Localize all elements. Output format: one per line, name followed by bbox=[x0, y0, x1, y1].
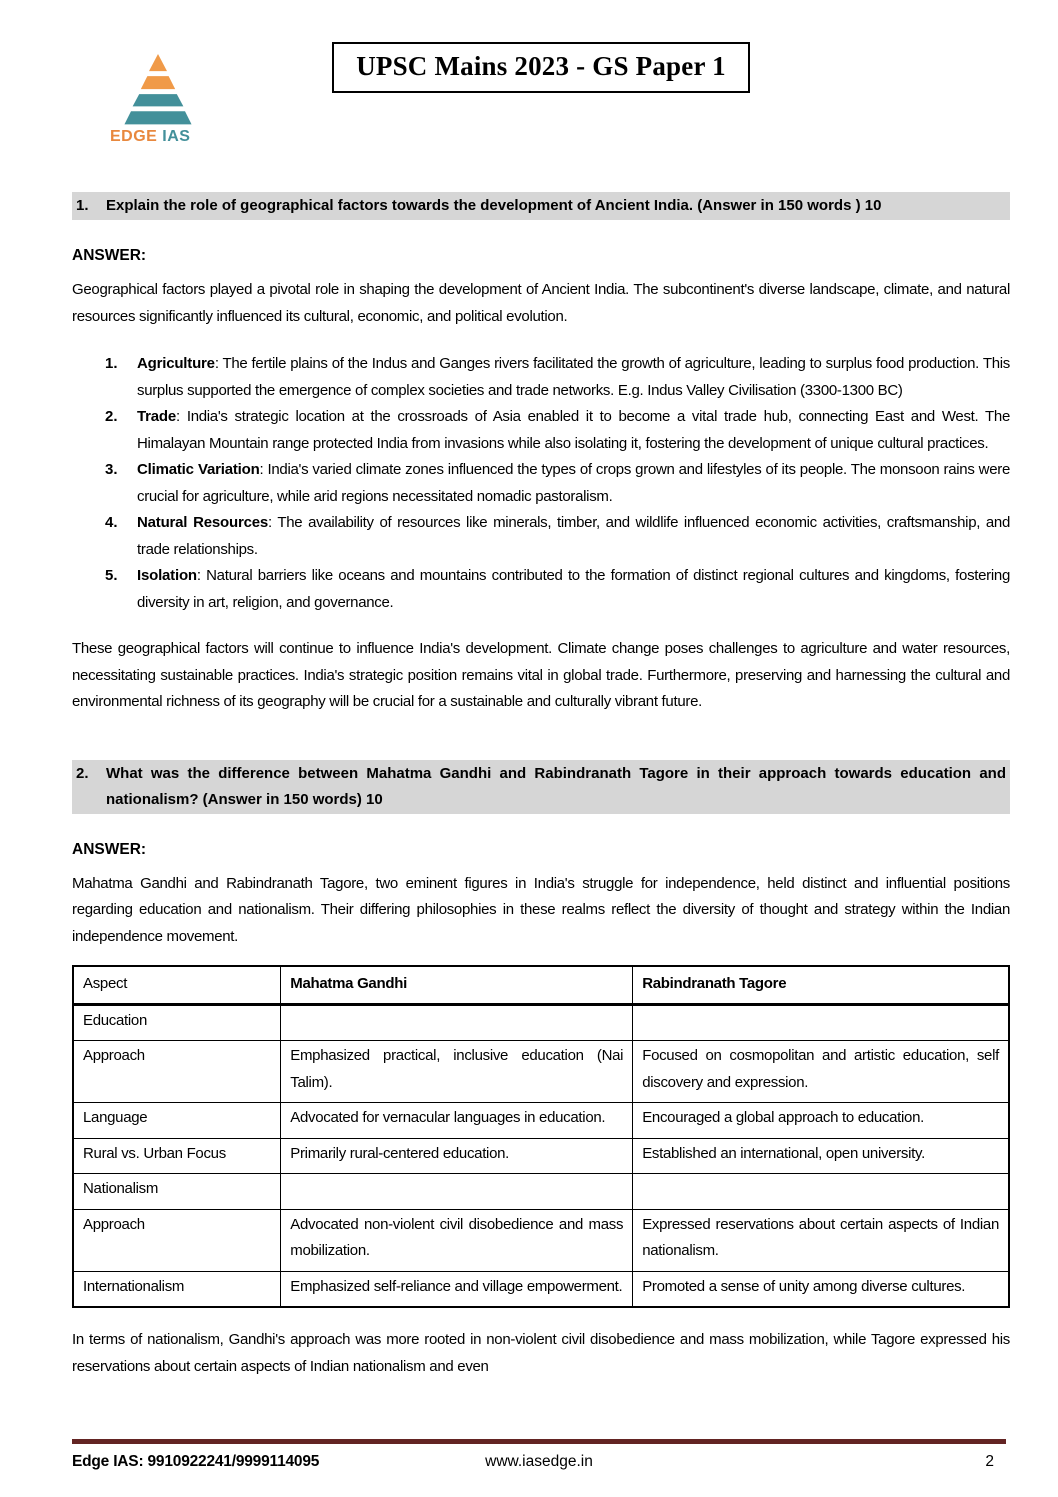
page-header bbox=[72, 42, 1010, 145]
point-text bbox=[137, 457, 1010, 510]
logo-ias: IAS bbox=[162, 128, 191, 145]
point-term: Trade bbox=[137, 408, 177, 425]
point-rest: : The availability of resources like minerals, timber, and wildlife influenced economic activities, craftsmanship, and trade relationships. bbox=[137, 514, 1010, 558]
point-text bbox=[137, 563, 1010, 616]
point-term: Agriculture bbox=[137, 355, 215, 372]
logo-text bbox=[110, 128, 220, 146]
cell-gandhi: Advocated for vernacular languages in education. bbox=[281, 1103, 633, 1139]
question-1-bar bbox=[72, 192, 1010, 220]
point-number: 5. bbox=[105, 567, 118, 584]
list-item bbox=[72, 457, 1010, 510]
list-item bbox=[72, 351, 1010, 404]
cell-aspect: Language bbox=[73, 1103, 281, 1139]
q1-intro-paragraph: Geographical factors played a pivotal role in shaping the development of Ancient India. The subcontinent's diverse landscape, climate, and natural resources significantly influenced its cultural, economic, and political evolution. bbox=[72, 281, 1010, 325]
table-row bbox=[73, 1209, 1009, 1271]
cell-aspect: Nationalism bbox=[73, 1174, 281, 1210]
question-2-text: What was the difference between Mahatma Gandhi and Rabindranath Tagore in their approach towards education and nationalism? (Answer in 150 words) 10 bbox=[106, 764, 1006, 808]
cell-aspect: Approach bbox=[73, 1209, 281, 1271]
page-footer bbox=[72, 1439, 1006, 1473]
table-row bbox=[73, 1004, 1009, 1041]
point-text bbox=[137, 351, 1010, 404]
document-title: UPSC Mains 2023 - GS Paper 1 bbox=[356, 51, 726, 81]
cell-tagore bbox=[633, 1174, 1009, 1210]
footer-divider bbox=[72, 1439, 1006, 1444]
question-1-text: Explain the role of geographical factors towards the development of Ancient India. (Answer in 150 words ) 10 bbox=[106, 197, 882, 214]
table-row bbox=[73, 1103, 1009, 1139]
cell-aspect: Internationalism bbox=[73, 1271, 281, 1307]
cell-aspect: Approach bbox=[73, 1041, 281, 1103]
cell-tagore: Established an international, open university. bbox=[633, 1138, 1009, 1174]
point-term: Climatic Variation bbox=[137, 461, 260, 478]
point-term: Natural Resources bbox=[137, 514, 269, 531]
list-item bbox=[72, 404, 1010, 457]
question-1-number: 1. bbox=[76, 197, 89, 214]
logo-edge: EDGE bbox=[110, 128, 158, 145]
point-text bbox=[137, 404, 1010, 457]
footer-website: www.iasedge.in bbox=[485, 1453, 593, 1470]
pyramid-icon bbox=[116, 54, 200, 126]
answer-label-2: ANSWER: bbox=[72, 840, 147, 858]
question-2-bar bbox=[72, 760, 1010, 814]
point-rest: : Natural barriers like oceans and mountains contributed to the formation of distinct regional cultures and kingdoms, fostering diversity in art, religion, and governance. bbox=[137, 567, 1010, 611]
answer-label-1: ANSWER: bbox=[72, 247, 147, 264]
comparison-table bbox=[72, 965, 1010, 1308]
point-rest: : India's varied climate zones influenced the types of crops grown and lifestyles of its people. The monsoon rains were crucial for agriculture, while arid regions necessitated nomadic pastoralism. bbox=[137, 461, 1010, 505]
cell-tagore: Promoted a sense of unity among diverse cultures. bbox=[633, 1271, 1009, 1307]
cell-gandhi: Advocated non-violent civil disobedience and mass mobilization. bbox=[281, 1209, 633, 1271]
table-row bbox=[73, 1138, 1009, 1174]
point-rest: : The fertile plains of the Indus and Ganges rivers facilitated the growth of agriculture, leading to surplus food production. This surplus supported the emergence of complex societies and trade networks. E.g. Indus Valley Civilisation (3300-1300 BC) bbox=[137, 355, 1010, 399]
cell-gandhi: Emphasized practical, inclusive education (Nai Talim). bbox=[281, 1041, 633, 1103]
cell-tagore: Focused on cosmopolitan and artistic education, self discovery and expression. bbox=[633, 1041, 1009, 1103]
question-2-number: 2. bbox=[76, 764, 89, 782]
cell-tagore: Encouraged a global approach to education. bbox=[633, 1103, 1009, 1139]
header-tagore: Rabindranath Tagore bbox=[633, 966, 1009, 1004]
document-title-box bbox=[332, 42, 750, 93]
table-row bbox=[73, 1041, 1009, 1103]
point-rest: : India's strategic location at the crossroads of Asia enabled it to become a vital trade hub, connecting East and West. The Himalayan Mountain range protected India from invasions while also isolating it, fostering the development of unique cultural practices. bbox=[137, 408, 1010, 452]
q1-conclusion-paragraph: These geographical factors will continue to influence India's development. Climate change poses challenges to agriculture and water resources, necessitating sustainable practices. India's strategic position remains vital in global trade. Furthermore, preserving and harnessing the cultural and environmental richness of its geography will be crucial for a sustainable and culturally vibrant future. bbox=[72, 640, 1010, 710]
footer-contact: Edge IAS: 9910922241/9999114095 bbox=[72, 1453, 320, 1470]
point-number: 3. bbox=[105, 461, 118, 478]
list-item bbox=[72, 510, 1010, 563]
point-text bbox=[137, 510, 1010, 563]
q1-points-list bbox=[72, 351, 1010, 616]
point-number: 2. bbox=[105, 408, 118, 425]
table-row bbox=[73, 1271, 1009, 1307]
q2-closing-paragraph: In terms of nationalism, Gandhi's approach was more rooted in non-violent civil disobedience and mass mobilization, while Tagore expressed his reservations about certain aspects of Indian nationalism and even bbox=[72, 1331, 1010, 1375]
edge-ias-logo bbox=[110, 54, 220, 146]
cell-aspect: Rural vs. Urban Focus bbox=[73, 1138, 281, 1174]
cell-gandhi bbox=[281, 1174, 633, 1210]
point-number: 4. bbox=[105, 514, 118, 531]
cell-gandhi: Primarily rural-centered education. bbox=[281, 1138, 633, 1174]
point-term: Isolation bbox=[137, 567, 197, 584]
cell-tagore bbox=[633, 1004, 1009, 1041]
cell-gandhi bbox=[281, 1004, 633, 1041]
point-number: 1. bbox=[105, 355, 118, 372]
table-row bbox=[73, 1174, 1009, 1210]
header-aspect: Aspect bbox=[73, 966, 281, 1004]
cell-tagore: Expressed reservations about certain aspects of Indian nationalism. bbox=[633, 1209, 1009, 1271]
q2-intro-paragraph: Mahatma Gandhi and Rabindranath Tagore, two eminent figures in India's struggle for independence, held distinct and influential positions regarding education and nationalism. Their differing philosophies in these realms reflect the diversity of thought and strategy within the Indian independence movement. bbox=[72, 874, 1010, 945]
footer-page-number: 2 bbox=[985, 1453, 994, 1470]
list-item bbox=[72, 563, 1010, 616]
cell-aspect: Education bbox=[73, 1004, 281, 1041]
cell-gandhi: Emphasized self-reliance and village empowerment. bbox=[281, 1271, 633, 1307]
header-gandhi: Mahatma Gandhi bbox=[281, 966, 633, 1004]
table-header-row bbox=[73, 966, 1009, 1004]
